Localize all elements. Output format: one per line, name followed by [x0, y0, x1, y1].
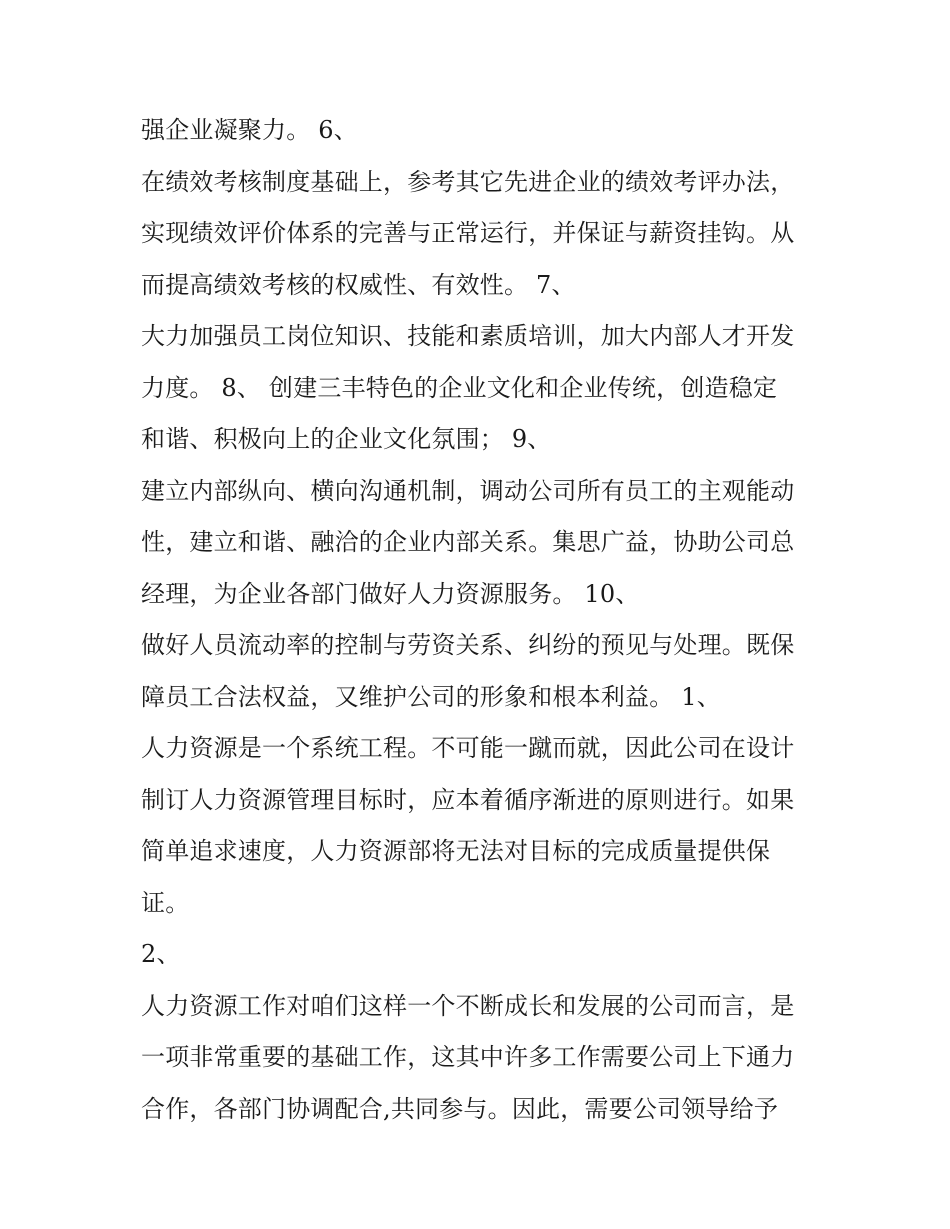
text-line: 在绩效考核制度基础上，参考其它先进企业的绩效考评办法，: [141, 167, 795, 196]
text-line: 证。: [141, 888, 190, 917]
text-line: 大力加强员工岗位知识、技能和素质培训，加大内部人才开发: [141, 322, 795, 350]
text-line: 而提高绩效考核的权威性、有效性。 7、: [141, 270, 576, 299]
text-line: 建立内部纵向、横向沟通机制，调动公司所有员工的主观能动: [141, 476, 795, 505]
text-line: 简单追求速度，人力资源部将无法对目标的完成质量提供保: [141, 837, 771, 865]
text-line: 合作，各部门协调配合,共同参与。因此，需要公司领导给予: [141, 1094, 779, 1123]
text-line: 强企业凝聚力。 6、: [141, 116, 358, 144]
text-line: 做好人员流动率的控制与劳资关系、纠纷的预见与处理。既保: [141, 631, 795, 659]
text-line: 和谐、积极向上的企业文化氛围； 9、: [141, 425, 552, 453]
text-line: 制订人力资源管理目标时，应本着循序渐进的原则进行。如果: [141, 785, 795, 814]
text-line: 一项非常重要的基础工作，这其中许多工作需要公司上下通力: [141, 1043, 795, 1071]
body-text: [141, 108, 821, 1138]
text-line: 实现绩效评价体系的完善与正常运行，并保证与薪资挂钩。从: [141, 219, 795, 247]
text-line: 障员工合法权益，又维护公司的形象和根本利益。 1、: [141, 682, 721, 711]
text-line: 性，建立和谐、融洽的企业内部关系。集思广益，协助公司总: [141, 528, 795, 556]
text-line: 2、: [141, 940, 181, 968]
text-line: 人力资源是一个系统工程。不可能一蹴而就，因此公司在设计: [141, 734, 795, 762]
text-line: 力度。 8、 创建三丰特色的企业文化和企业传统，创造稳定: [141, 373, 778, 402]
text-line: 人力资源工作对咱们这样一个不断成长和发展的公司而言，是: [141, 991, 795, 1020]
text-line: 经理，为企业各部门做好人力资源服务。 10、: [141, 579, 640, 608]
